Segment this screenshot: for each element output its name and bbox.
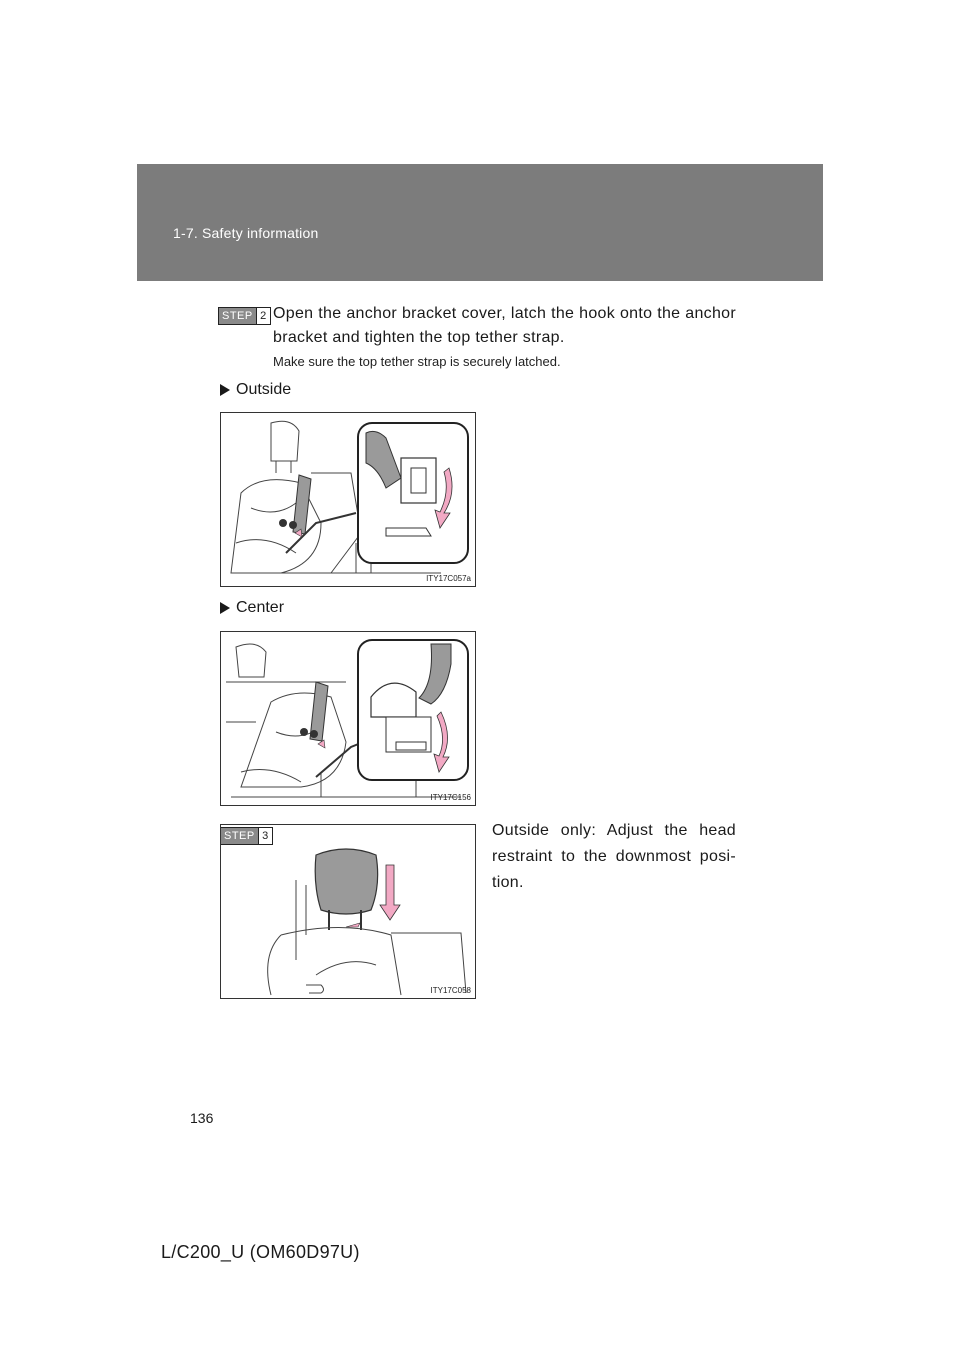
- figure-head-restraint: [220, 824, 476, 999]
- header-band: [137, 164, 823, 281]
- step-3-badge: [220, 827, 273, 845]
- step-3-instruction: Outside only: Adjust the head restraint to the downmost posi-tion.: [492, 822, 736, 891]
- footer-model-code: L/C200_U (OM60D97U): [161, 1242, 360, 1262]
- step-2-note: Make sure the top tether strap is securely latched.: [273, 354, 561, 369]
- step-badge-word: STEP: [219, 308, 256, 324]
- step-2-badge: [218, 307, 271, 325]
- section-title: 1-7. Safety information: [173, 225, 319, 241]
- figure-code: ITY17C058: [430, 986, 471, 995]
- head-restraint-illustration: [221, 825, 475, 998]
- figure-outside: [220, 412, 476, 587]
- center-illustration: [221, 632, 475, 805]
- figure-center: [220, 631, 476, 806]
- step-2-instruction: Open the anchor bracket cover, latch the hook onto the anchor bracket and tighten the top tether strap.: [273, 305, 736, 346]
- figure-code: ITY17C057a: [426, 574, 471, 583]
- outside-heading: [220, 381, 291, 399]
- step-badge-number: 3: [258, 828, 272, 844]
- outside-illustration: [221, 413, 475, 586]
- page-number: 136: [190, 1110, 214, 1126]
- step-badge-number: 2: [256, 308, 270, 324]
- outside-label: Outside: [236, 381, 292, 398]
- center-label: Center: [236, 599, 285, 616]
- figure-code: ITY17C156: [430, 793, 471, 802]
- step-badge-word: STEP: [221, 828, 258, 844]
- triangle-bullet-icon: [220, 384, 230, 396]
- triangle-bullet-icon: [220, 602, 230, 614]
- center-heading: [220, 599, 284, 617]
